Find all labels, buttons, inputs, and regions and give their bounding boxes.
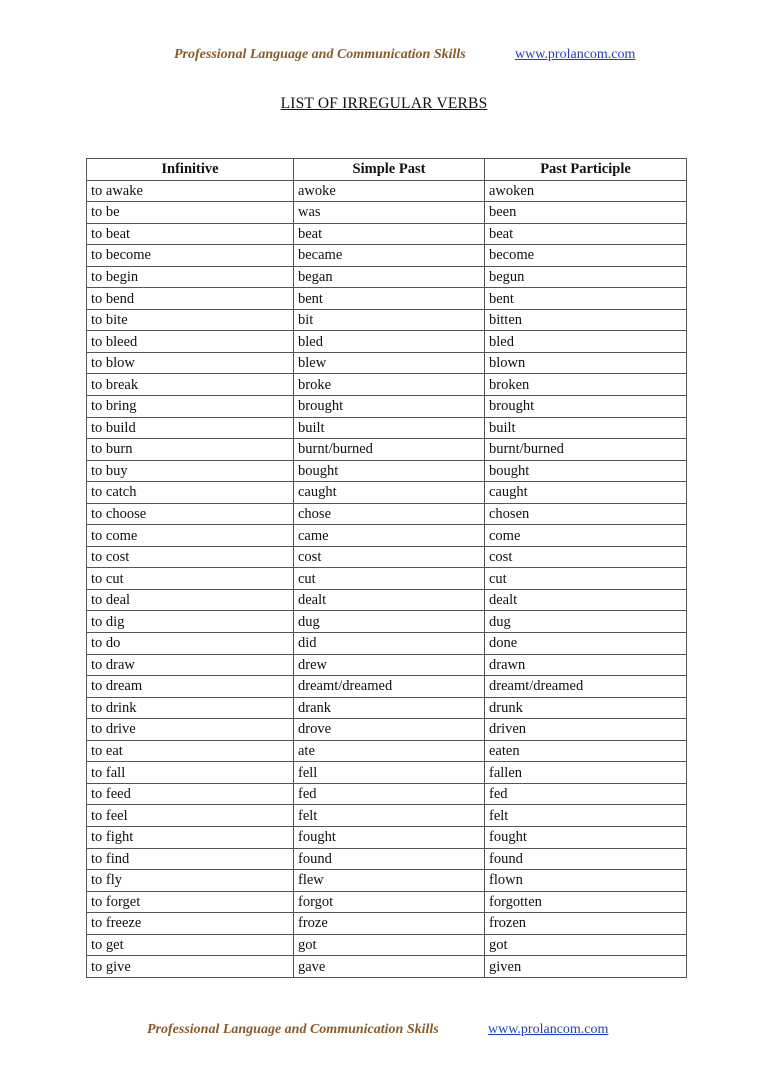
cell-past-participle: come	[485, 525, 687, 547]
cell-past-participle: drunk	[485, 697, 687, 719]
table-header-row	[87, 159, 687, 181]
cell-infinitive: to drive	[87, 719, 294, 741]
table-row	[87, 740, 687, 762]
cell-past-participle: beat	[485, 223, 687, 245]
cell-infinitive: to dream	[87, 676, 294, 698]
cell-past-participle: fought	[485, 826, 687, 848]
table-row	[87, 525, 687, 547]
header-url-link[interactable]: www.prolancom.com	[515, 47, 636, 62]
table-row	[87, 546, 687, 568]
cell-simple-past: forgot	[294, 891, 485, 913]
cell-simple-past: ate	[294, 740, 485, 762]
cell-past-participle: got	[485, 934, 687, 956]
table-row	[87, 180, 687, 202]
page-footer	[0, 1022, 768, 1042]
column-header-simple-past: Simple Past	[294, 159, 485, 181]
cell-past-participle: burnt/burned	[485, 439, 687, 461]
cell-simple-past: drew	[294, 654, 485, 676]
cell-simple-past: was	[294, 202, 485, 224]
cell-past-participle: cost	[485, 546, 687, 568]
cell-simple-past: got	[294, 934, 485, 956]
cell-past-participle: fallen	[485, 762, 687, 784]
cell-past-participle: done	[485, 633, 687, 655]
cell-past-participle: driven	[485, 719, 687, 741]
table-row	[87, 805, 687, 827]
cell-infinitive: to fly	[87, 870, 294, 892]
cell-simple-past: bought	[294, 460, 485, 482]
cell-infinitive: to beat	[87, 223, 294, 245]
cell-simple-past: caught	[294, 482, 485, 504]
cell-infinitive: to give	[87, 956, 294, 978]
table-row	[87, 826, 687, 848]
cell-infinitive: to choose	[87, 503, 294, 525]
table-row	[87, 913, 687, 935]
cell-simple-past: froze	[294, 913, 485, 935]
table-row	[87, 417, 687, 439]
cell-infinitive: to freeze	[87, 913, 294, 935]
cell-past-participle: dreamt/dreamed	[485, 676, 687, 698]
cell-simple-past: cut	[294, 568, 485, 590]
cell-simple-past: gave	[294, 956, 485, 978]
cell-infinitive: to fall	[87, 762, 294, 784]
cell-past-participle: become	[485, 245, 687, 267]
cell-simple-past: fed	[294, 783, 485, 805]
footer-title: Professional Language and Communication Skills	[147, 1022, 439, 1037]
table-row	[87, 288, 687, 310]
cell-infinitive: to fight	[87, 826, 294, 848]
cell-infinitive: to forget	[87, 891, 294, 913]
cell-infinitive: to blow	[87, 352, 294, 374]
table-row	[87, 266, 687, 288]
cell-infinitive: to feed	[87, 783, 294, 805]
cell-infinitive: to dig	[87, 611, 294, 633]
cell-simple-past: came	[294, 525, 485, 547]
table-row	[87, 482, 687, 504]
cell-simple-past: built	[294, 417, 485, 439]
table-row	[87, 309, 687, 331]
cell-infinitive: to draw	[87, 654, 294, 676]
cell-past-participle: flown	[485, 870, 687, 892]
header-title: Professional Language and Communication Skills	[174, 47, 466, 62]
cell-simple-past: drank	[294, 697, 485, 719]
cell-past-participle: felt	[485, 805, 687, 827]
cell-infinitive: to cut	[87, 568, 294, 590]
cell-simple-past: brought	[294, 396, 485, 418]
cell-past-participle: bought	[485, 460, 687, 482]
cell-past-participle: eaten	[485, 740, 687, 762]
cell-simple-past: broke	[294, 374, 485, 396]
cell-infinitive: to do	[87, 633, 294, 655]
table-row	[87, 654, 687, 676]
cell-past-participle: begun	[485, 266, 687, 288]
cell-simple-past: beat	[294, 223, 485, 245]
cell-past-participle: fed	[485, 783, 687, 805]
table-row	[87, 783, 687, 805]
cell-simple-past: found	[294, 848, 485, 870]
cell-simple-past: felt	[294, 805, 485, 827]
cell-simple-past: cost	[294, 546, 485, 568]
table-row	[87, 719, 687, 741]
cell-past-participle: found	[485, 848, 687, 870]
table-row	[87, 762, 687, 784]
cell-simple-past: blew	[294, 352, 485, 374]
document-title: LIST OF IRREGULAR VERBS	[280, 95, 488, 112]
cell-past-participle: been	[485, 202, 687, 224]
cell-past-participle: bent	[485, 288, 687, 310]
cell-simple-past: dealt	[294, 589, 485, 611]
table-row	[87, 396, 687, 418]
table-row	[87, 848, 687, 870]
table-row	[87, 891, 687, 913]
cell-infinitive: to build	[87, 417, 294, 439]
table-body	[87, 180, 687, 977]
cell-simple-past: dreamt/dreamed	[294, 676, 485, 698]
cell-infinitive: to come	[87, 525, 294, 547]
cell-past-participle: bitten	[485, 309, 687, 331]
table-row	[87, 870, 687, 892]
table-row	[87, 503, 687, 525]
cell-infinitive: to begin	[87, 266, 294, 288]
table-row	[87, 611, 687, 633]
table-row	[87, 245, 687, 267]
cell-simple-past: became	[294, 245, 485, 267]
cell-simple-past: awoke	[294, 180, 485, 202]
cell-infinitive: to find	[87, 848, 294, 870]
table-row	[87, 934, 687, 956]
cell-infinitive: to awake	[87, 180, 294, 202]
cell-infinitive: to bite	[87, 309, 294, 331]
cell-past-participle: forgotten	[485, 891, 687, 913]
cell-infinitive: to drink	[87, 697, 294, 719]
table-row	[87, 568, 687, 590]
cell-simple-past: dug	[294, 611, 485, 633]
table-row	[87, 460, 687, 482]
table-row	[87, 956, 687, 978]
cell-simple-past: burnt/burned	[294, 439, 485, 461]
cell-simple-past: drove	[294, 719, 485, 741]
cell-infinitive: to feel	[87, 805, 294, 827]
cell-simple-past: began	[294, 266, 485, 288]
cell-infinitive: to catch	[87, 482, 294, 504]
table-row	[87, 439, 687, 461]
cell-past-participle: broken	[485, 374, 687, 396]
cell-infinitive: to become	[87, 245, 294, 267]
table-row	[87, 331, 687, 353]
table-row	[87, 589, 687, 611]
cell-infinitive: to burn	[87, 439, 294, 461]
table-row	[87, 352, 687, 374]
cell-infinitive: to buy	[87, 460, 294, 482]
footer-url-link[interactable]: www.prolancom.com	[488, 1022, 609, 1037]
table-row	[87, 697, 687, 719]
cell-past-participle: caught	[485, 482, 687, 504]
cell-infinitive: to bring	[87, 396, 294, 418]
cell-infinitive: to bend	[87, 288, 294, 310]
cell-infinitive: to get	[87, 934, 294, 956]
table-row	[87, 223, 687, 245]
cell-past-participle: brought	[485, 396, 687, 418]
table-header	[87, 159, 687, 181]
cell-simple-past: fought	[294, 826, 485, 848]
cell-simple-past: fell	[294, 762, 485, 784]
cell-past-participle: bled	[485, 331, 687, 353]
cell-infinitive: to bleed	[87, 331, 294, 353]
table-row	[87, 374, 687, 396]
cell-infinitive: to eat	[87, 740, 294, 762]
cell-simple-past: bled	[294, 331, 485, 353]
cell-simple-past: chose	[294, 503, 485, 525]
cell-infinitive: to deal	[87, 589, 294, 611]
cell-past-participle: dug	[485, 611, 687, 633]
cell-past-participle: frozen	[485, 913, 687, 935]
cell-simple-past: bit	[294, 309, 485, 331]
cell-past-participle: chosen	[485, 503, 687, 525]
cell-past-participle: blown	[485, 352, 687, 374]
cell-past-participle: cut	[485, 568, 687, 590]
page-header	[0, 47, 768, 67]
column-header-past-participle: Past Participle	[485, 159, 687, 181]
column-header-infinitive: Infinitive	[87, 159, 294, 181]
cell-infinitive: to be	[87, 202, 294, 224]
cell-simple-past: flew	[294, 870, 485, 892]
cell-infinitive: to cost	[87, 546, 294, 568]
cell-past-participle: built	[485, 417, 687, 439]
cell-past-participle: drawn	[485, 654, 687, 676]
cell-past-participle: awoken	[485, 180, 687, 202]
cell-infinitive: to break	[87, 374, 294, 396]
table-row	[87, 676, 687, 698]
irregular-verbs-table	[86, 158, 687, 978]
cell-past-participle: given	[485, 956, 687, 978]
cell-simple-past: bent	[294, 288, 485, 310]
table-row	[87, 633, 687, 655]
table-row	[87, 202, 687, 224]
cell-simple-past: did	[294, 633, 485, 655]
cell-past-participle: dealt	[485, 589, 687, 611]
